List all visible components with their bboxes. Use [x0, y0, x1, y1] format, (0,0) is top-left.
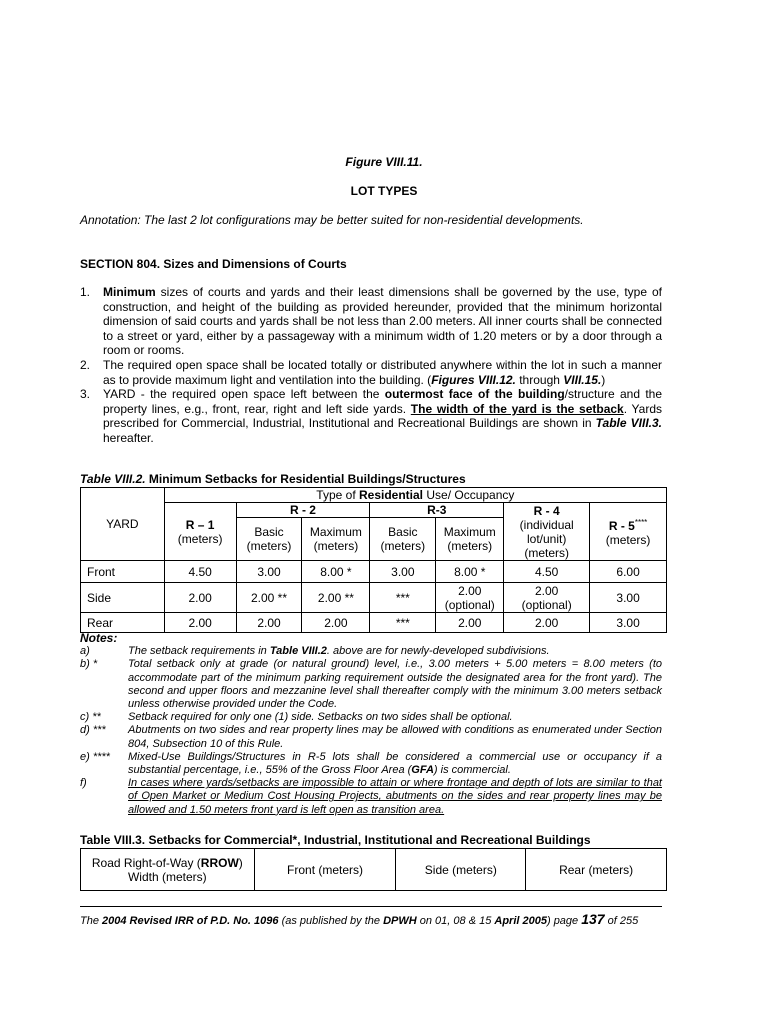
page-number: 137	[581, 911, 605, 927]
rrow-header: Road Right-of-Way (RROW) Width (meters)	[81, 849, 255, 891]
r3-basic-header: Basic (meters)	[370, 518, 436, 561]
residential-setbacks-table	[80, 487, 667, 633]
figure-annotation: Annotation: The last 2 lot configurations may be better suited for non-residential developments.	[80, 213, 584, 227]
note-item: d) *** Abutments on two sides and rear property lines may be allowed with conditions as enumerated under Section 804, Subsection 10 of this Rule.	[80, 724, 662, 750]
figure-reference: Figures VIII.12.	[431, 372, 516, 387]
r5-header: R - 5**** (meters)	[590, 503, 667, 561]
commercial-setbacks-table	[80, 848, 667, 891]
r3-maximum-header: Maximum (meters)	[436, 518, 504, 561]
table-row: Rear 2.00 2.00 2.00 *** 2.00 2.00 3.00	[81, 613, 667, 633]
front-header: Front (meters)	[254, 849, 396, 891]
note-item: a) The setback requirements in Table VIII.2. above are for newly-developed subdivisions.	[80, 645, 550, 658]
table-reference: Table VIII.3.	[595, 416, 662, 431]
table3-caption: Table VIII.3. Setbacks for Commercial*, Industrial, Institutional and Recreational Buildings	[80, 833, 591, 847]
table-row: Side 2.00 2.00 ** 2.00 ** *** 2.00 (optional) 2.00 (optional) 3.00	[81, 583, 667, 613]
r2-header: R - 2	[236, 503, 370, 518]
notes-heading: Notes:	[80, 631, 118, 645]
figure-title: Figure VIII.11.	[345, 155, 423, 169]
r2-basic-header: Basic (meters)	[236, 518, 302, 561]
side-header: Side (meters)	[396, 849, 526, 891]
section-heading: SECTION 804. Sizes and Dimensions of Courts	[80, 257, 347, 271]
list-item: 3. YARD - the required open space left between the outermost face of the building/structure and the property lines, e.g., front, rear, right and left side yards. The width of the yard is the setback. Yards prescribed for Commercial, Industrial, Institutional and Recreational Buildings are shown in Table VIII.3. hereafter.	[80, 387, 662, 445]
r4-header: R - 4 (individual lot/unit) (meters)	[504, 503, 590, 561]
table-row: Front 4.50 3.00 8.00 * 3.00 8.00 * 4.50 6.00	[81, 561, 667, 583]
list-item: 2. The required open space shall be located totally or distributed anywhere within the lot in such a manner as to provide maximum light and ventilation into the building. (Figures VIII.12. through VIII.15.)	[80, 357, 662, 387]
r1-header: R – 1 (meters)	[164, 503, 236, 561]
table2-caption: Table VIII.2. Minimum Setbacks for Residential Buildings/Structures	[80, 472, 466, 486]
note-item: f) In cases where yards/setbacks are impossible to attain or where frontage and depth of lots are similar to that of Open Market or Medium Cost Housing Projects, abutments on the sides and rear property lines may be allowed and 1.50 meters front yard is left open as transition area.	[80, 777, 662, 816]
r3-header: R-3	[370, 503, 504, 518]
r2-maximum-header: Maximum (meters)	[302, 518, 370, 561]
section-list	[80, 285, 662, 446]
page-footer: The 2004 Revised IRR of P.D. No. 1096 (as published by the DPWH on 01, 08 & 15 April 2005) page 137 of 255	[80, 911, 639, 927]
footer-divider	[80, 906, 662, 907]
note-item: e) **** Mixed-Use Buildings/Structures in R-5 lots shall be considered a commercial use or occupancy if a substantial percentage, i.e., 55% of the Gross Floor Area (GFA) is commercial.	[80, 750, 662, 777]
rear-header: Rear (meters)	[526, 849, 667, 891]
note-item: c) ** Setback required for only one (1) side. Setbacks on two sides shall be optional.	[80, 711, 513, 724]
table-notes	[80, 632, 662, 817]
list-item: 1. Minimum sizes of courts and yards and their least dimensions shall be governed by the use, type of construction, and height of the building as provided hereunder, provided that the minimum horizontal dimension of said courts and yards shall be not less than 2.00 meters. All inner courts shall be connected to a street or yard, either by a passageway with a minimum width of 1.20 meters or by a door through a room or rooms.	[80, 285, 662, 358]
figure-reference: VIII.15.	[563, 372, 602, 387]
occupancy-header: Type of Residential Use/ Occupancy	[164, 488, 666, 503]
figure-subtitle: LOT TYPES	[350, 184, 418, 198]
yard-header: YARD	[81, 488, 165, 561]
setback-definition: The width of the yard is the setback	[410, 401, 624, 416]
note-item: b) * Total setback only at grade (or natural ground) level, i.e., 3.00 meters + 5.00 meters = 8.00 meters (to accommodate part of the minimum parking requirement outside the designated area for the front yard). The second and upper floors and mezzanine level shall thereafter comply with the minimum 3.00 meters setback unless otherwise provided under the Code.	[80, 658, 662, 711]
